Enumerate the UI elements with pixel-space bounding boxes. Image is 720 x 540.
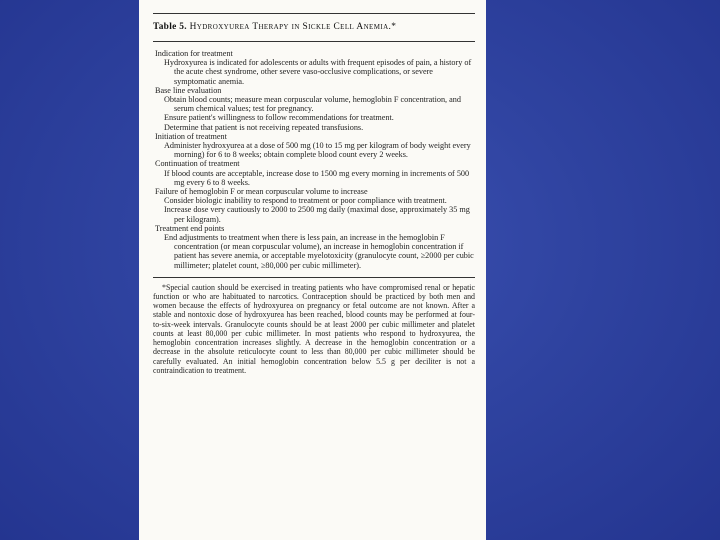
section-item: Determine that patient is not receiving repeated transfusions.	[164, 122, 364, 132]
section-heading: Continuation of treatment	[155, 159, 240, 169]
table-title-label: Table 5.	[153, 22, 187, 32]
table-footnote: *Special caution should be exercised in treating patients who have compromised renal or hepatic function or who are habituated to narcotics. Contraception should be practiced by both men and women because the effects of hydroxyurea on pregnancy or fetal outcome are not known. After a stable and nontoxic dose of hydroxyurea has been reached, blood counts may be performed at four-to-six-week intervals. Granulocyte counts should be at least 2000 per cubic millimeter and platelet counts at least 80,000 per cubic millimeter. In most patients who respond to hydroxyurea, the hemoglobin concentration increases slightly. A decrease in the hemoglobin concentration or a decrease in the absolute reticulocyte count to less than 80,000 per cubic millimeter should be carefully evaluated. An initial hemoglobin concentration below 5.5 g per deciliter is not a contraindication to treatment.	[153, 277, 475, 375]
section-item: If blood counts are acceptable, increase dose to 1500 mg every morning in increments of 500 mg every 6 to 8 weeks.	[164, 168, 470, 187]
section-item: Consider biologic inability to respond to treatment or poor compliance with treatment.	[164, 196, 447, 206]
section-item: Increase dose very cautiously to 2000 to 2500 mg daily (maximal dose, approximately 35 mg per kilogram).	[164, 205, 470, 224]
document-page	[139, 0, 486, 540]
section-heading: Indication for treatment	[155, 49, 233, 58]
section-item: End adjustments to treatment when there is less pain, an increase in the hemoglobin F concentration (or mean corpuscular volume), an increase in hemoglobin concentration if patient has severe anemia, or acceptable myelotoxicity (granulocyte count, ≥2000 per cubic millimeter; platelet count, ≥80,000 per cubic millimeter).	[164, 233, 474, 270]
section-heading: Initiation of treatment	[155, 131, 227, 141]
table-title	[153, 22, 475, 32]
section-heading: Base line evaluation	[155, 85, 222, 95]
section-item: Obtain blood counts; measure mean corpuscular volume, hemoglobin F concentration, and serum chemical values; test for pregnancy.	[164, 95, 461, 114]
section-item: Ensure patient's willingness to follow recommendations for treatment.	[164, 113, 394, 123]
section-heading: Treatment end points	[155, 223, 225, 233]
table-title-text: Hydroxyurea Therapy in Sickle Cell Anemia.*	[189, 22, 397, 32]
section-heading: Failure of hemoglobin F or mean corpuscular volume to increase	[155, 187, 368, 197]
table-body	[153, 42, 475, 270]
section-item: Administer hydroxyurea at a dose of 500 mg (10 to 15 mg per kilogram of body weight every morning) for 6 to 8 weeks; obtain complete blood count every 2 weeks.	[164, 141, 471, 160]
spacer	[153, 270, 475, 277]
section-item: Hydroxyurea is indicated for adolescents or adults with frequent episodes of pain, a history of the acute chest syndrome, other severe vaso-occlusive complications, or severe symptomatic anemia.	[164, 58, 472, 86]
top-rule	[153, 13, 475, 14]
